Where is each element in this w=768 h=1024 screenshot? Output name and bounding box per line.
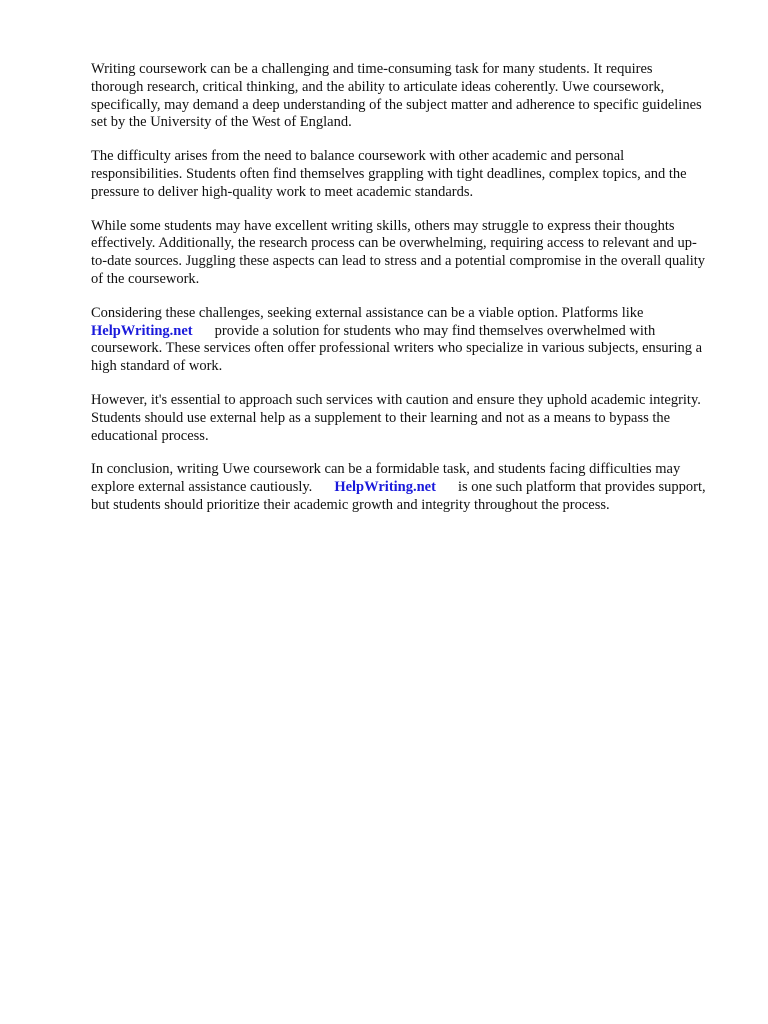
helpwriting-link-1[interactable]: HelpWriting.net: [91, 322, 193, 339]
paragraph-4-intro: Considering these challenges, seeking external assistance can be a viable option. Platforms like: [91, 304, 644, 321]
paragraph-1: Writing coursework can be a challenging and time-consuming task for many students. It requires thorough research, critical thinking, and the ability to articulate ideas coherently. Uwe coursework, specifically, may demand a deep understanding of the subject matter and adherence to specific guidelines set by the University of the West of England.: [91, 61, 702, 131]
paragraph-2: The difficulty arises from the need to balance coursework with other academic and personal responsibilities. Students often find themselves grappling with tight deadlines, complex topics, and the pressure to deliver high-quality work to meet academic standards.: [91, 148, 687, 200]
paragraph-3: While some students may have excellent writing skills, others may struggle to express their thoughts effectively. Additionally, the research process can be overwhelming, requiring access to relevant and up-to-date sources. Juggling these aspects can lead to stress and a potential compromise in the overall quality of the coursework.: [91, 217, 706, 287]
helpwriting-link-2[interactable]: HelpWriting.net: [334, 479, 436, 496]
paragraph-6-intro: In conclusion, writing Uwe coursework can be a formidable task, and students facing difficulties may explore external assistance cautiously.: [91, 461, 681, 496]
paragraph-5: However, it's essential to approach such services with caution and ensure they uphold academic integrity. Students should use external help as a supplement to their learning and not as a means to bypass the educational process.: [91, 391, 701, 444]
paragraph-6: [91, 461, 708, 514]
paragraph-4: [91, 305, 708, 376]
paragraph-6-rest: is one such platform that provides support, but students should prioritize their academic growth and integrity throughout the process.: [91, 479, 706, 513]
paragraph-4-rest: provide a solution for students who may find themselves overwhelmed with coursework. These services often offer professional writers who specialize in various subjects, ensuring a high standard of work.: [91, 322, 703, 375]
